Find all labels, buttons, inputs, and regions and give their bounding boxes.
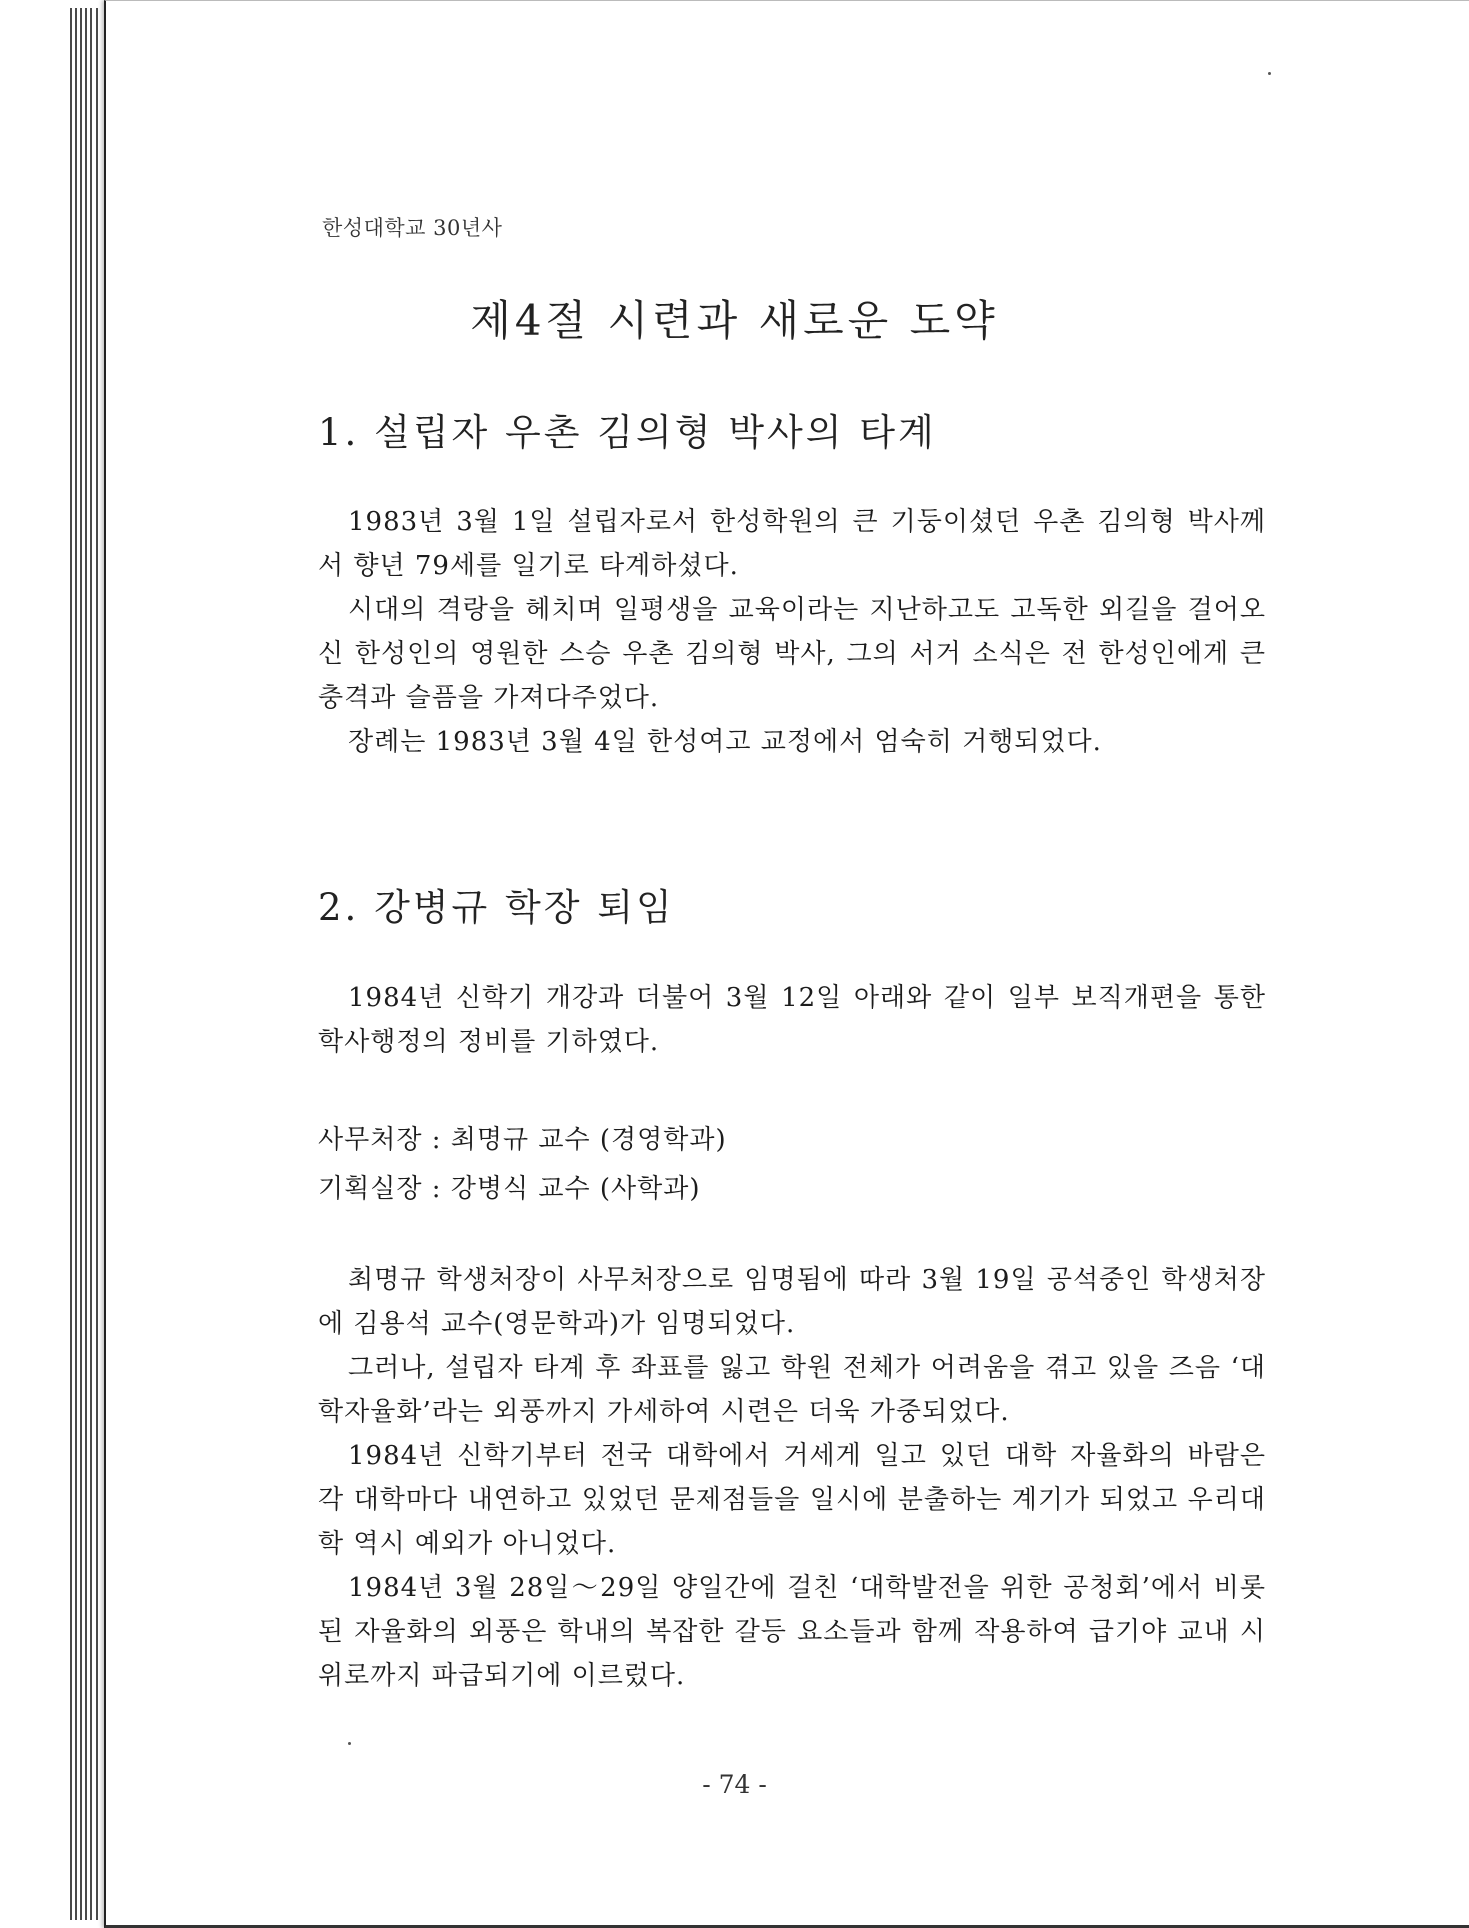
subsection-2-body xyxy=(318,1258,1266,1698)
running-header: 한성대학교 30년사 xyxy=(322,216,503,240)
list-item: 기획실장 : 강병식 교수 (사학과) xyxy=(318,1174,701,1204)
section-title: 제4절 시련과 새로운 도약 xyxy=(470,296,999,345)
paragraph: 1984년 신학기 개강과 더불어 3월 12일 아래와 같이 일부 보직개편을 통한 학사행정의 정비를 기하였다. xyxy=(318,983,1266,1057)
paragraph: 1984년 3월 28일～29일 양일간에 걸친 ‘대학발전을 위한 공청회’에서 비롯된 자율화의 외풍은 학내의 복잡한 갈등 요소들과 함께 작용하여 급기야 교내 시위로까지 파급되기에 이르렀다. xyxy=(318,1573,1266,1691)
paragraph: 최명규 학생처장이 사무처장으로 임명됨에 따라 3월 19일 공석중인 학생처장에 김용석 교수(영문학과)가 임명되었다. xyxy=(318,1265,1266,1339)
list-item: 사무처장 : 최명규 교수 (경영학과) xyxy=(318,1125,727,1155)
page-number: - 74 - xyxy=(702,1770,767,1799)
scan-speck xyxy=(1268,72,1271,75)
paragraph: 시대의 격랑을 헤치며 일평생을 교육이라는 지난하고도 고독한 외길을 걸어오신 한성인의 영원한 스승 우촌 김의형 박사, 그의 서거 소식은 전 한성인에게 큰 충격과 슬픔을 가져다주었다. xyxy=(318,595,1266,713)
paragraph: 그러나, 설립자 타계 후 좌표를 잃고 학원 전체가 어려움을 겪고 있을 즈음 ‘대학자율화’라는 외풍까지 가세하여 시련은 더욱 가중되었다. xyxy=(318,1353,1266,1427)
appointment-list xyxy=(318,1116,727,1214)
paragraph: 1984년 신학기부터 전국 대학에서 거세게 일고 있던 대학 자율화의 바람은 각 대학마다 내연하고 있었던 문제점들을 일시에 분출하는 계기가 되었고 우리대학 역시 예외가 아니었다. xyxy=(318,1441,1266,1559)
paragraph: 장례는 1983년 3월 4일 한성여고 교정에서 엄숙히 거행되었다. xyxy=(348,727,1102,757)
subsection-1-body xyxy=(318,500,1266,764)
subsection-2-intro xyxy=(318,976,1266,1064)
scan-speck xyxy=(348,1742,351,1745)
subsection-title-1: 1. 설립자 우촌 김의형 박사의 타계 xyxy=(318,411,937,454)
paragraph: 1983년 3월 1일 설립자로서 한성학원의 큰 기둥이셨던 우촌 김의형 박사께서 향년 79세를 일기로 타계하셨다. xyxy=(318,507,1266,581)
subsection-title-2: 2. 강병규 학장 퇴임 xyxy=(318,886,675,929)
